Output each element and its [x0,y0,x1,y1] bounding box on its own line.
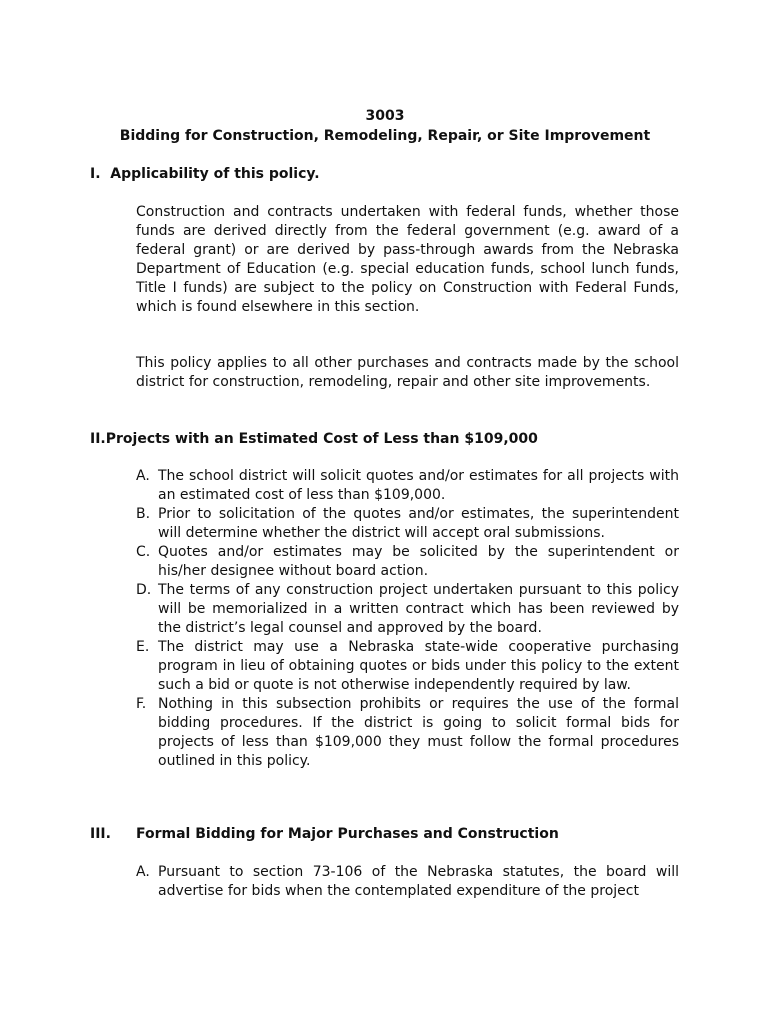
list-item-text: Prior to solicitation of the quotes and/or estimates, the superintendent will determine whether the district will accept oral submissions. [158,506,679,541]
list-marker: A. [136,864,150,880]
policy-number: 3003 [365,108,405,124]
section-3-numeral: III. [90,826,111,842]
section-3-heading: Formal Bidding for Major Purchases and Construction [136,826,559,842]
section-1-paragraph-2: This policy applies to all other purchases and contracts made by the school district for construction, remodeling, repair and other site improvements. [136,355,679,390]
list-item-text: The school district will solicit quotes and/or estimates for all projects with an estimated cost of less than $109,000. [158,468,679,503]
list-item-text: The terms of any construction project undertaken pursuant to this policy will be memorialized in a written contract which has been reviewed by the district’s legal counsel and approved by the board. [158,582,679,636]
section-2-list [136,467,679,771]
list-item-text: Quotes and/or estimates may be solicited by the superintendent or his/her designee without board action. [158,544,679,579]
section-2-heading: II.Projects with an Estimated Cost of Less than $109,000 [90,431,538,447]
section-3-list [136,863,679,901]
list-item [136,695,679,771]
section-1-heading: I. Applicability of this policy. [90,166,320,182]
policy-title: Bidding for Construction, Remodeling, Repair, or Site Improvement [119,128,651,144]
list-marker: C. [136,544,151,560]
list-item [136,638,679,695]
list-item-text: The district may use a Nebraska state-wide cooperative purchasing program in lieu of obtaining quotes or bids under this policy to the extent such a bid or quote is not otherwise independently required by law. [158,639,679,693]
list-item [136,467,679,505]
list-item [136,863,679,901]
list-marker: E. [136,639,150,655]
list-marker: D. [136,582,152,598]
list-item-text: Nothing in this subsection prohibits or requires the use of the formal bidding procedures. If the district is going to solicit formal bids for projects of less than $109,000 they must follow the formal procedures outlined in this policy. [158,696,679,769]
list-item [136,505,679,543]
list-marker: F. [136,696,147,712]
list-item [136,543,679,581]
list-marker: A. [136,468,150,484]
list-marker: B. [136,506,151,522]
section-1-paragraph-1: Construction and contracts undertaken with federal funds, whether those funds are derived directly from the federal government (e.g. award of a federal grant) or are derived by pass-through awards from the Nebraska Department of Education (e.g. special education funds, school lunch funds, Title I funds) are subject to the policy on Construction with Federal Funds, which is found elsewhere in this section. [136,204,679,315]
list-item [136,581,679,638]
list-item-text: Pursuant to section 73-106 of the Nebraska statutes, the board will advertise for bids when the contemplated expenditure of the project [158,864,679,899]
